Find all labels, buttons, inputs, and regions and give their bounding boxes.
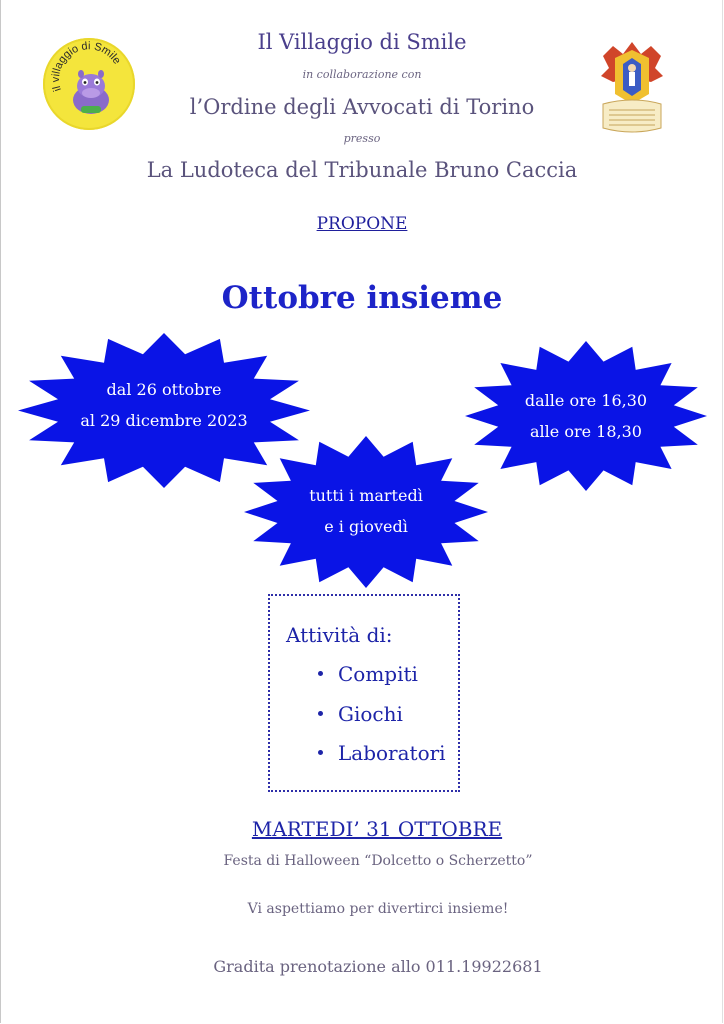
hours-line-2: alle ore 18,30 (530, 422, 642, 441)
dates-line-2: al 29 dicembre 2023 (80, 411, 248, 430)
main-title: Ottobre insieme (221, 280, 503, 316)
hours-line-1: dalle ore 16,30 (524, 391, 648, 410)
partner-name: l’Ordine degli Avvocati di Torino (189, 95, 535, 119)
event-subtitle: Festa di Halloween “Dolcetto o Scherzetto” (223, 853, 533, 869)
event-title: MARTEDI’ 31 OTTOBRE (251, 817, 503, 841)
venue-name: La Ludoteca del Tribunale Bruno Caccia (146, 158, 578, 182)
dates-star-text (18, 374, 310, 436)
booking-text: Gradita prenotazione allo 011.19922681 (213, 957, 543, 976)
dates-line-1: dal 26 ottobre (106, 380, 222, 399)
hours-star-text (465, 385, 707, 447)
activity-label: Compiti (338, 662, 418, 686)
svg-text:il villaggio di Smile: il villaggio di Smile (50, 40, 123, 93)
org-name: Il Villaggio di Smile (257, 30, 467, 54)
propone-label: PROPONE (316, 214, 408, 234)
days-line-1: tutti i martedì (309, 486, 423, 505)
bullet-icon (318, 671, 323, 676)
days-star-text (244, 480, 488, 542)
activity-label: Giochi (338, 702, 403, 726)
activity-label: Laboratori (338, 741, 446, 765)
bullet-icon (318, 711, 323, 716)
location-label: presso (343, 132, 381, 145)
collab-label: in collaborazione con (302, 68, 422, 81)
bullet-icon (318, 750, 323, 755)
activities-title: Attività di: (286, 623, 393, 647)
invite-text: Vi aspettiamo per divertirci insieme! (247, 901, 509, 917)
days-line-2: e i giovedì (324, 517, 408, 536)
